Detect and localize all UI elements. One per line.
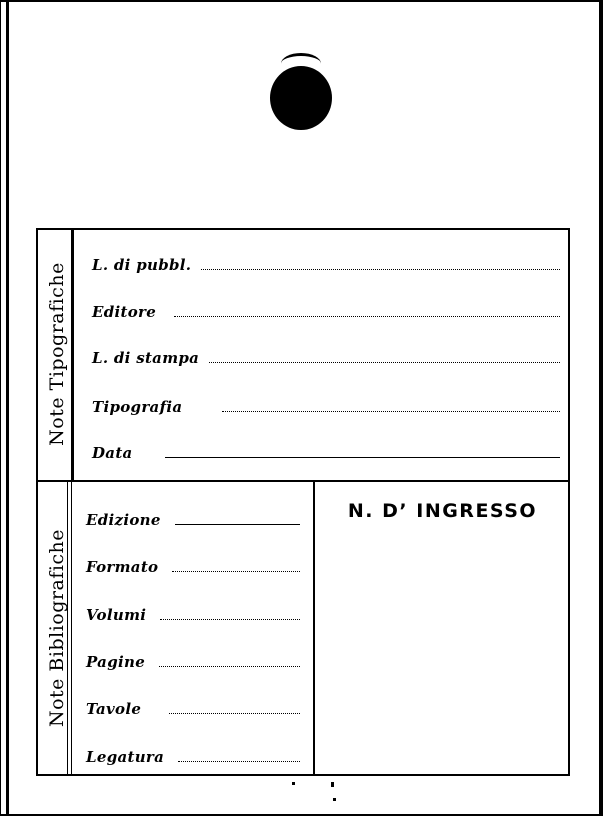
field-label: Tavole (86, 700, 142, 718)
print-speck (292, 782, 295, 785)
section-divider-vertical (313, 482, 315, 776)
punch-hole (270, 66, 332, 130)
field-fill-line (172, 570, 300, 572)
field-fill-line (174, 315, 560, 317)
field-fill-line (160, 618, 300, 620)
field-fill-line (222, 410, 560, 412)
field-label: Edizione (86, 511, 161, 529)
field-fill-line (175, 523, 300, 525)
card-left-edge (6, 0, 9, 816)
field-fill-line (165, 456, 560, 458)
field-editore[interactable] (92, 299, 560, 321)
field-luogo-pubblicazione[interactable] (92, 252, 560, 274)
field-fill-line (178, 760, 300, 762)
field-formato[interactable] (86, 554, 300, 576)
field-label: Formato (86, 558, 159, 576)
tipografiche-side-bar (71, 230, 74, 480)
card-right-edge (599, 0, 603, 816)
field-label: Legatura (86, 748, 165, 766)
field-fill-line (201, 268, 560, 270)
card-left-edge-thin (0, 0, 1, 816)
field-tavole[interactable] (86, 696, 300, 718)
field-label: L. di stampa (92, 349, 200, 367)
print-speck (331, 782, 334, 787)
field-fill-line (209, 361, 560, 363)
field-label: Pagine (86, 653, 146, 671)
field-data[interactable] (92, 440, 560, 462)
field-label: Data (92, 444, 133, 462)
field-edizione[interactable] (86, 507, 300, 529)
section-divider-horizontal (36, 480, 570, 482)
field-legatura[interactable] (86, 744, 300, 766)
field-label: L. di pubbl. (92, 256, 192, 274)
field-tipografia[interactable] (92, 394, 560, 416)
card-top-edge (0, 0, 603, 2)
note-tipografiche-heading: Note Tipografiche (46, 262, 68, 446)
field-fill-line (159, 665, 300, 667)
field-label: Tipografia (92, 398, 183, 416)
field-pagine[interactable] (86, 649, 300, 671)
print-speck (333, 798, 336, 801)
field-label: Editore (92, 303, 157, 321)
numero-ingresso-heading: N. D’ INGRESSO (347, 500, 538, 522)
note-bibliografiche-heading: Note Bibliografiche (46, 528, 68, 728)
field-luogo-stampa[interactable] (92, 345, 560, 367)
field-volumi[interactable] (86, 602, 300, 624)
field-label: Volumi (86, 606, 147, 624)
field-fill-line (169, 712, 300, 714)
